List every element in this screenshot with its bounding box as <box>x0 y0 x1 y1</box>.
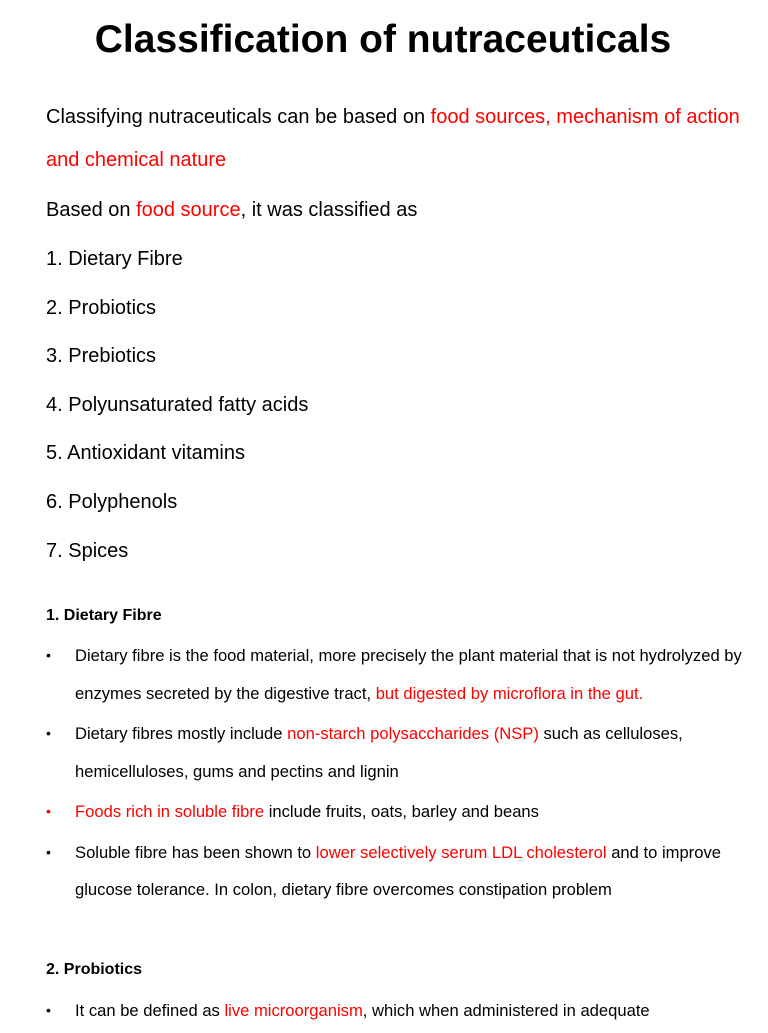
bullet-text-end: include fruits, oats, barley and beans <box>264 802 539 821</box>
list-item: 4. Polyunsaturated fatty acids <box>46 393 309 416</box>
bullet-item <box>0 793 768 831</box>
section-heading-dietary-fibre: 1. Dietary Fibre <box>46 607 162 624</box>
list-item: 2. Probiotics <box>46 296 157 319</box>
bullet-icon: • <box>46 647 51 663</box>
bullet-highlight: non-starch polysaccharides (NSP) <box>287 724 539 743</box>
bullet-text-end: , which when administered in adequate <box>362 1001 650 1020</box>
page-title: Classification of nutraceuticals <box>94 18 672 61</box>
bullet-highlight: but digested by microflora in the gut. <box>375 683 644 703</box>
food-source-list <box>46 238 308 578</box>
intro-highlight: food sources, mechanism of action and chemical nature <box>46 106 740 171</box>
list-item: 1. Dietary Fibre <box>46 248 183 270</box>
based-on-highlight: food source <box>136 199 241 221</box>
bullet-highlight: live microorganism <box>224 1001 363 1020</box>
dietary-fibre-bullets <box>0 637 768 912</box>
intro-paragraph <box>46 96 746 182</box>
section-heading-probiotics: 2. Probiotics <box>46 961 143 978</box>
bullet-highlight: lower selectively serum LDL cholesterol <box>315 842 607 862</box>
bullet-text: Dietary fibre is the food material, more precisely the plant material that is not hydrolyzed by enzymes secreted by the digestive tract, <box>75 646 742 703</box>
bullet-text: Dietary fibres mostly include <box>75 724 288 743</box>
bullet-icon: • <box>46 803 51 819</box>
based-on-text: Based on <box>46 199 137 221</box>
bullet-text: It can be defined as <box>75 1001 225 1020</box>
bullet-icon: • <box>46 843 51 860</box>
bullet-icon: • <box>46 1002 51 1018</box>
bullet-text: Soluble fibre has been shown to <box>75 842 316 862</box>
bullet-icon: • <box>46 725 51 741</box>
list-item: 6. Polyphenols <box>46 490 178 513</box>
bullet-text-end: and to improve glucose tolerance. In colon, dietary fibre overcomes constipation problem <box>75 842 721 899</box>
bullet-item <box>0 834 768 909</box>
list-item: 5. Antioxidant vitamins <box>46 442 245 465</box>
intro-text: Classifying nutraceuticals can be based on <box>46 106 431 128</box>
bullet-text-end: such as celluloses, hemicelluloses, gums and pectins and lignin <box>75 724 683 781</box>
list-item: 3. Prebiotics <box>46 345 157 368</box>
based-on-text-end: , it was classified as <box>240 199 418 221</box>
based-on-paragraph <box>46 193 746 227</box>
bullet-item <box>0 637 768 712</box>
bullet-item <box>0 715 768 790</box>
bullet-highlight: Foods rich in soluble fibre <box>75 802 265 821</box>
probiotics-bullets <box>0 992 768 1033</box>
list-item: 7. Spices <box>46 539 129 562</box>
